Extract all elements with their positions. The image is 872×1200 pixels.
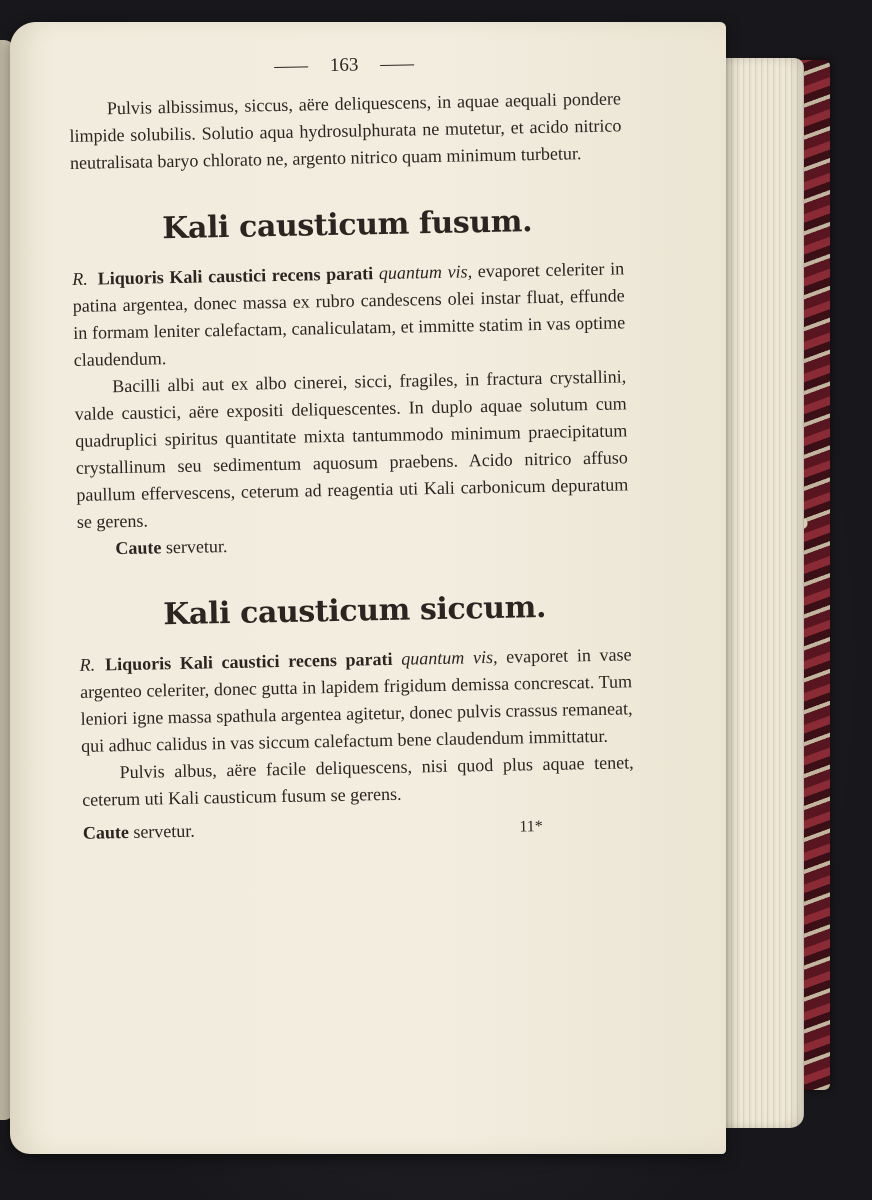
recipe-paragraph-siccum	[79, 641, 633, 760]
description-paragraph-siccum: Pulvis albus, aëre facile deliquescens, nisi quod plus aquae tenet, ceterum uti Kali causticum fusum se gerens.	[82, 752, 634, 810]
recipe-ingredient: Liquoris Kali caustici recens parati	[97, 263, 374, 289]
section-title-fusum: Kali causticum fusum.	[161, 204, 533, 247]
recipe-paragraph-fusum	[72, 255, 626, 374]
caution-rest: servetur.	[165, 536, 228, 558]
recipe-quantity: quantum vis,	[401, 646, 498, 669]
page-text-block	[68, 49, 635, 846]
caution-word: Caute	[82, 821, 130, 843]
caution-word: Caute	[115, 537, 162, 559]
recipe-instructions: evaporet in vase argenteo celeriter, donec gutta in lapidem frigidum demissa concrescat. Tum leniori igne massa spathula argentea agitetur, donec pulvis crassus remaneat, qui adhuc calidus in vas siccum calefactum bene claudendum immittatur.	[79, 644, 633, 756]
recipe-symbol: R.	[79, 654, 96, 675]
page-number: 163	[329, 54, 359, 76]
description-paragraph-fusum: Bacilli albi aut ex albo cinerei, sicci, fragiles, in fractura crystallini, valde caustici, aëre expositi deliquescentes. In duplo aquae solutum cum quadruplici spiritus quantitate mixta tantummodo minimum praecipitatum crystallinum seu sedimentum aquosum praebens. Acido nitrico affuso paullum effervescens, ceterum ad reagentia uti Kali carbonicum depuratum se gerens.	[74, 366, 629, 532]
recipe-quantity: quantum vis,	[378, 261, 473, 284]
intro-paragraph: Pulvis albissimus, siccus, aëre deliquescens, in aquae aequali pondere limpide solubilis. Solutio aqua hydrosulphurata ne mutetur, et acido nitrico neutralisata baryo chlorato ne, argento nitrico quam minimum turbetur.	[69, 88, 622, 173]
signature-mark: 11*	[519, 818, 543, 836]
recipe-symbol: R.	[72, 268, 88, 289]
page-edges	[716, 58, 804, 1128]
recipe-ingredient: Liquoris Kali caustici recens parati	[104, 648, 393, 675]
dash-left	[274, 67, 308, 69]
section-title-siccum: Kali causticum siccum.	[162, 589, 547, 633]
recipe-instructions: evaporet celeriter in patina argentea, donec massa ex rubro candescens olei instar fluat, effunde in formam leniter calefactam, canaliculatam, et immitte statim in vas optime claudendum.	[72, 258, 626, 370]
caution-rest: servetur.	[133, 820, 195, 842]
dash-right	[380, 64, 414, 66]
